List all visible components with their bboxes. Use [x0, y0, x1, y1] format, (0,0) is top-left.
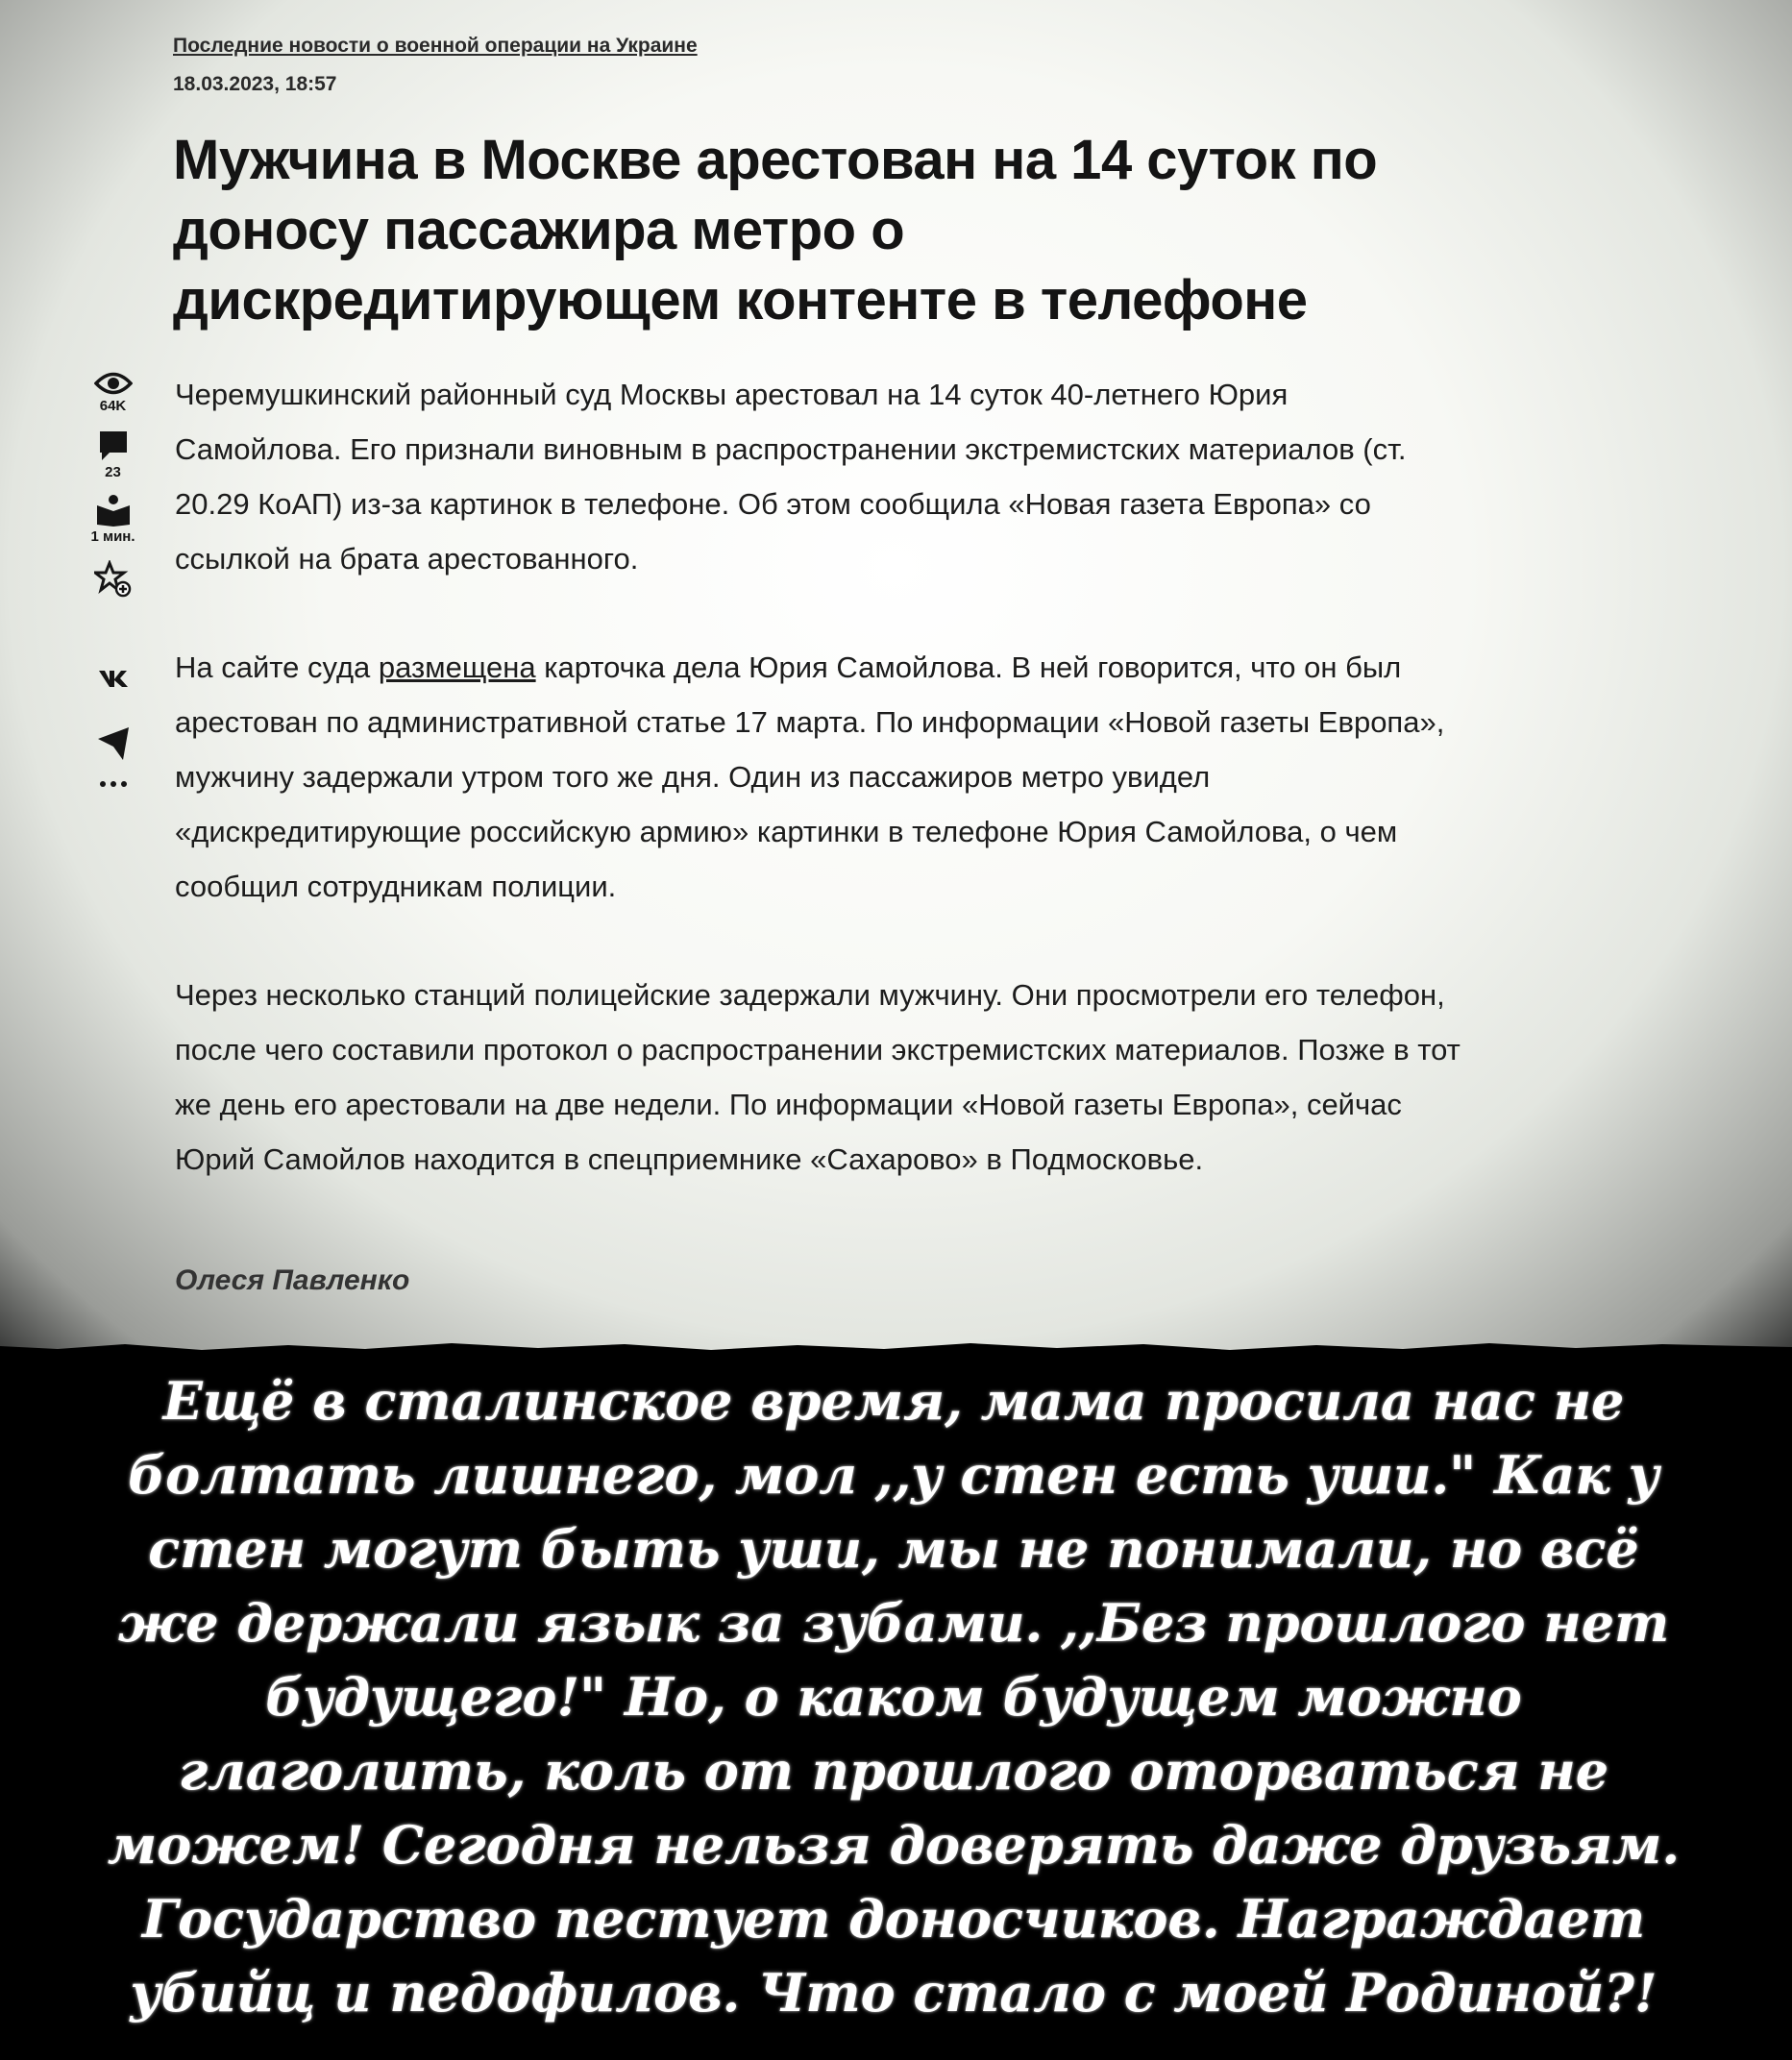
breadcrumb-link[interactable]: Последние новости о военной операции на Украине — [173, 35, 698, 57]
paragraph-2 — [175, 640, 1462, 914]
eye-icon — [94, 371, 133, 396]
star-add-icon — [94, 560, 133, 599]
telegram-icon — [96, 723, 131, 762]
read-time-value: 1 мин. — [90, 528, 135, 545]
torn-edge — [0, 1331, 1792, 1369]
side-rail — [77, 365, 149, 789]
article-body — [175, 367, 1462, 1240]
paragraph-2-end: карточка дела Юрия Самойлова. В ней говорится, что он был арестован по административной статье 17 марта. По информации «Новой газеты Европа», мужчину задержали утром того же дня. Один из пассажиров метро увидел «дискредитирующие российскую армию» картинки в телефоне Юрия Самойлова, о чем сообщил сотрудникам полиции. — [175, 650, 1445, 903]
bookmark-button[interactable] — [94, 560, 133, 599]
author-name: Олеся Павленко — [175, 1264, 410, 1296]
share-vk-button[interactable] — [97, 668, 130, 689]
read-time — [90, 494, 135, 545]
caption-text: Ещё в сталинское время, мама просила нас не болтать лишнего, мол ,,у стен есть уши." Как у стен могут быть уши, мы не понимали, но всё же держали язык за зубами. ,,Без прошлого нет будущего!" Но, о каком будущем можно глаголить, коль от прошлого оторваться не можем! Сегодня нельзя доверять даже друзьям. Государство пестует доносчиков. Награждает убийц и педофилов. Что стало с моей Родиной?! — [107, 1370, 1681, 2023]
comments-count: 23 — [105, 464, 121, 480]
publish-date: 18.03.2023, 18:57 — [173, 73, 337, 95]
book-icon — [95, 494, 132, 527]
paragraph-2-start: На сайте суда — [175, 650, 379, 684]
paragraph-3: Через несколько станций полицейские задержали мужчину. Они просмотрели его телефон, после чего составили протокол о распространении экстремистских материалов. Позже в тот же день его арестовали на две недели. По информации «Новой газеты Европа», сейчас Юрий Самойлов находится в спецприемнике «Сахарово» в Подмосковье. — [175, 978, 1461, 1176]
more-icon — [99, 779, 128, 789]
court-card-link[interactable]: размещена — [378, 650, 536, 684]
more-button[interactable] — [99, 779, 128, 789]
comment-icon — [96, 428, 131, 462]
paragraph-1: Черемушкинский районный суд Москвы арестовал на 14 суток 40-летнего Юрия Самойлова. Его признали виновным в распространении экстремистских материалов (ст. 20.29 КоАП) из-за картинок в телефоне. Об этом сообщила «Новая газета Европа» со ссылкой на брата арестованного. — [175, 378, 1407, 576]
vk-icon — [97, 668, 130, 689]
article-title: Мужчина в Москве арестован на 14 суток по доносу пассажира метро о дискредитирующем контенте в телефоне — [173, 129, 1378, 331]
comments-counter[interactable] — [96, 428, 131, 480]
share-telegram-button[interactable] — [96, 723, 131, 762]
views-count: 64K — [99, 398, 127, 414]
views-counter — [94, 371, 133, 414]
